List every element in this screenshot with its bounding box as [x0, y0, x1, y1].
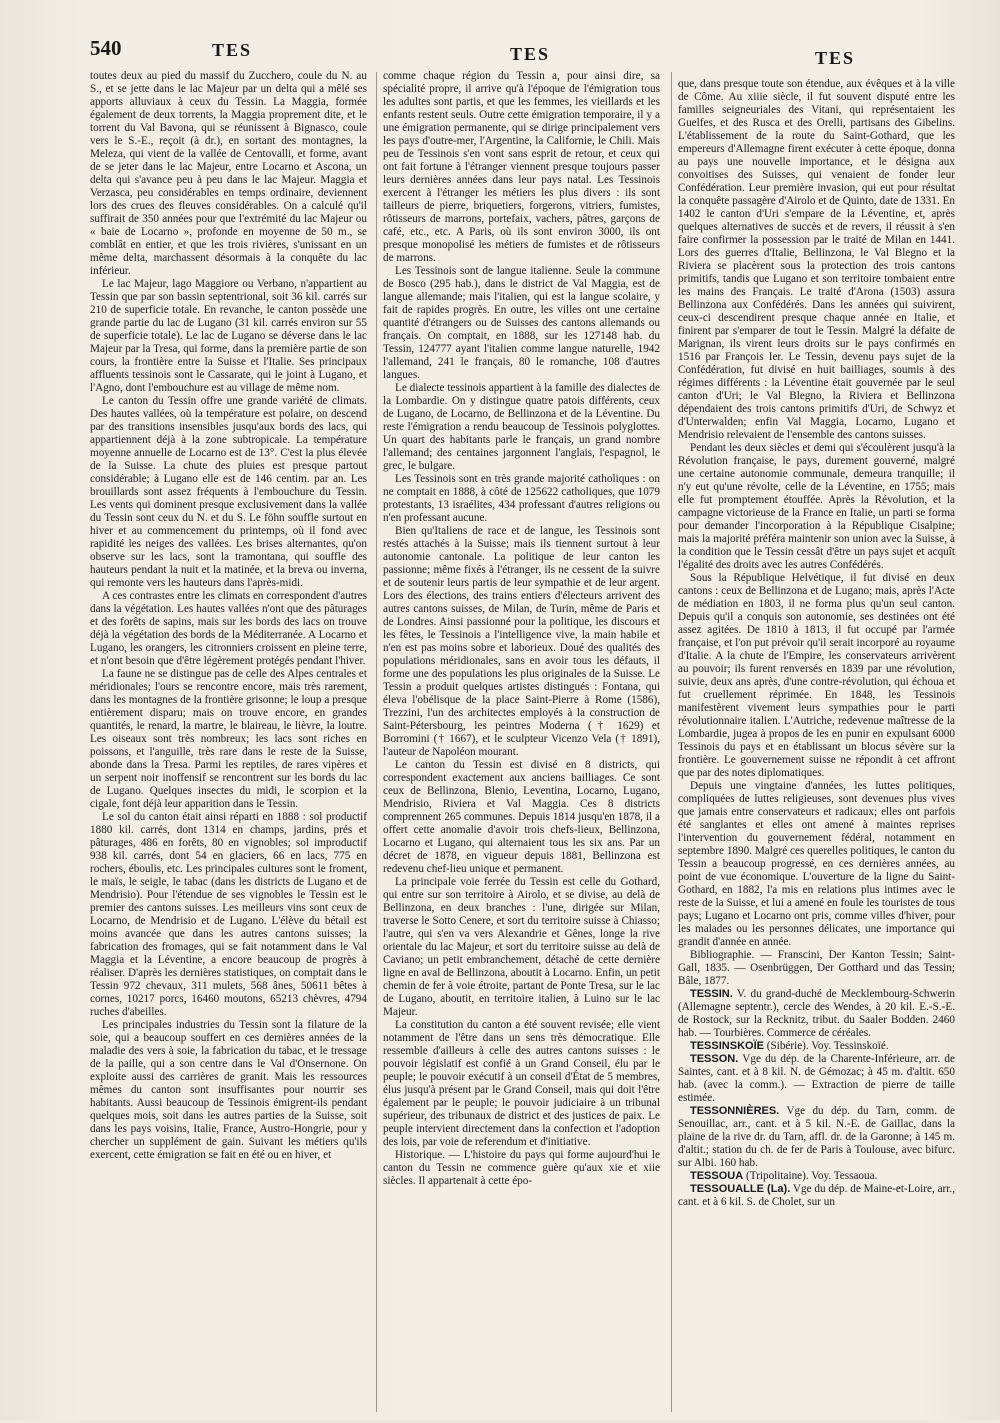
running-head-middle: TES [510, 44, 551, 64]
paragraph: Pendant les deux siècles et demi qui s'écoulèrent jusqu'à la Révolution française, le pays, durement gouverné, malgré une certaine autonomie communale, demeura tranquille; il n'y eut qu'une révolte, celle de la Léventine, en 1755; mais elle fut promptement étouffée. Après la Révolution, et la campagne victorieuse de la France en Italie, un parti se forma pour demander l'incorporation à la République Cisalpine; mais la majorité préféra maintenir son union avec la Suisse, à la condition que le Tessin cessât d'être un pays sujet et acquît l'égalité des droits avec les autres Confédérés. [678, 442, 955, 571]
dictionary-entry [678, 1183, 955, 1209]
entry-headword: TESSON. [690, 1053, 739, 1065]
column-divider [376, 72, 377, 1412]
paragraph: Le canton du Tessin est divisé en 8 districts, qui correspondent exactement aux anciens bailliages. Ce sont ceux de Bellinzona, Blenio, Leventina, Locarno, Lugano, Mendrisio, Riviera et Val Maggia. Ces 8 districts comprennent 265 communes. Depuis 1814 jusqu'en 1878, il a offert cette anomalie d'avoir trois chefs-lieux, Bellinzona, Locarno et Lugano, qui alternaient tous les six ans. Par un décret de 1878, en vigueur depuis 1881, Bellinzona est redevenu chef-lieu unique et permanent. [383, 759, 660, 875]
running-head-right: TES [815, 48, 856, 68]
text-column-3 [678, 78, 955, 1423]
entry-headword: TESSIN. [690, 988, 733, 1000]
paragraph: La principale voie ferrée du Tessin est celle du Gothard, qui entre sur son territoire à Airolo, et se divise, au delà de Bellinzona, en deux branches : l'une, dirigée sur Milan, traverse le Sotto Cenere, et sort du territoire suisse à Chiasso; l'autre, qui s'en va vers Alexandrie et Gênes, longe la rive orientale du lac Majeur, et sort du territoire suisse au delà de Caviano; un petit embranchement, détaché de cette dernière ligne en aval de Bellinzona, aboutit à Locarno. Enfin, un petit chemin de fer à voie étroite, partant de Ponte Tresa, sur le lac de Lugano, aboutit, en territoire italien, à Luino sur le lac Majeur. [383, 876, 660, 1018]
paragraph: Le lac Majeur, lago Maggiore ou Verbano, n'appartient au Tessin que par son bassin septentrional, soit 36 kil. carrés sur 210 de superficie totale. En revanche, le canton possède une grande partie du lac de Lugano (31 kil. carrés environ sur 55 de superficie totale). Le lac de Lugano se déverse dans le lac Majeur par la Tresa, qui forme, dans la première partie de son cours, la frontière entre la Suisse et l'Italie. Ses principaux affluents tessinois sont le Cassarate, qui le joint à Lugano, et l'Agno, dont l'embouchure est au village de même nom. [90, 278, 367, 394]
bibliography: Bibliographie. — Franscini, Der Kanton Tessin; Saint-Gall, 1835. — Osenbrüggen, Der Gotthard und das Tessin; Bâle, 1877. [678, 949, 955, 987]
paragraph: La faune ne se distingue pas de celle des Alpes centrales et méridionales; l'ours se rencontre encore, mais très rarement, dans les montagnes de la frontière grisonne; le loup a presque entièrement disparu; mais on trouve encore, en grandes quantités, le renard, la martre, le blaireau, le lièvre, la loutre. Les oiseaux sont très nombreux; les lacs sont riches en poissons, et l'anguille, très rare dans le reste de la Suisse, abonde dans la Tresa. Parmi les reptiles, de rares vipères et un serpent noir inoffensif se rencontrent sur les bords du lac de Lugano. Quelques insectes du midi, le scorpion et la cigale, font déjà leur apparition dans le Tessin. [90, 668, 367, 810]
paragraph: Le dialecte tessinois appartient à la famille des dialectes de la Lombardie. On y distingue quatre patois différents, ceux de Lugano, de Locarno, de Bellinzona et de la Léventine. Du reste l'émigration a rendu beaucoup de Tessinois polyglottes. Un quart des habitants parle le français, un grand nombre l'allemand; des centaines jargonnent l'anglais, l'espagnol, le grec, le bulgare. [383, 382, 660, 472]
dictionary-entry [678, 988, 955, 1040]
paragraph: que, dans presque toute son étendue, aux évêques et à la ville de Côme. Au xiiie siècle, il fut souvent disputé entre les familles seigneuriales des Vitani, qui représentaient les Guelfes, et des Rusca et des Orelli, partisans des Gibelins. L'établissement de la route du Saint-Gothard, que les empereurs d'Allemagne firent exécuter à cette époque, donna au pays une nouvelle importance, et le désigna aux convoitises des Suisses, qui venaient de fonder leur Confédération. Leur première invasion, qui eut pour résultat la conquête passagère d'Airolo et de Quinto, date de 1331. En 1402 le canton d'Uri s'empare de la Léventine, et, après quelques alternatives de succès et de revers, il réussit à s'en faire confirmer la possession par le traité de Milan en 1441. Lors des guerres d'Italie, Bellinzona, le Val Blegno et la Riviera se placèrent sous la protection des trois cantons primitifs, tandis que Lugano et son territoire tombaient entre les mains des Français. Le traité d'Arona (1503) assura Bellinzona aux Confédérés. Dans les années qui suivirent, ceux-ci descendirent presque chaque année en Italie, et finirent par s'emparer de tout le Tessin. Malgré la défaite de Marignan, ils virent leurs droits sur le pays confirmés en 1516 par François Ier. Le Tessin, devenu pays sujet de la Confédération, fut divisé en huit bailliages, soumis à des régimes différents : la Léventine était gouvernée par le seul canton d'Uri; le Val Blegno, la Riviera et Bellinzona dépendaient des trois cantons primitifs d'Uri, de Schwyz et d'Unterwalden; enfin Val Maggia, Locarno, Lugano et Mendrisio relevaient de l'ensemble des cantons suisses. [678, 78, 955, 441]
entry-definition: Vge du dép. de Maine-et-Loire, arr., cant. et à 6 kil. S. de Cholet, sur un [678, 1183, 955, 1208]
paragraph: Le sol du canton était ainsi réparti en 1888 : sol productif 1880 kil. carrés, dont 1314 en champs, jardins, prés et pâturages, 486 en forêts, 80 en vignobles; sol improductif 938 kil. carrés, dont 54 en glaciers, 66 en lacs, 775 en rochers, éboulis, etc. Les principales cultures sont le froment, le maïs, le seigle, le tabac (dans les districts de Lugano et de Mendrisio). Pour l'étendue de ses vignobles le Tessin est le premier des cantons suisses. Les meilleurs vins sont ceux de Locarno, de Mendrisio et de Lugano. L'élève du bétail est moins avancée que dans les autres cantons suisses; la fabrication des fromages, qui se fait notamment dans le Val Maggia et la Léventine, a encore beaucoup de progrès à réaliser. D'après les dernières statistiques, on comptait dans le Tessin 972 chevaux, 311 mulets, 568 ânes, 50611 bêtes à cornes, 10217 porcs, 16460 moutons, 65213 chèvres, 4794 ruches d'abeilles. [90, 811, 367, 1018]
paragraph: A ces contrastes entre les climats en correspondent d'autres dans la végétation. Les hautes vallées n'ont que des pâturages et des forêts de sapins, mais sur les bords des lacs on trouve déjà la végétation des bords de la Méditerranée. A Locarno et Lugano, les orangers, les citronniers croissent en pleine terre, et n'ont besoin que d'être légèrement protégés pendant l'hiver. [90, 590, 367, 667]
paragraph: Historique. — L'histoire du pays qui forme aujourd'hui le canton du Tessin ne commence guère qu'aux xie et xiie siècles. Il appartenait à cette épo- [383, 1149, 660, 1187]
paragraph: Les Tessinois sont en très grande majorité catholiques : on ne comptait en 1888, à côté de 125622 catholiques, que 1079 protestants, 13 israélites, 434 professant d'autres religions ou n'en professant aucune. [383, 473, 660, 524]
paragraph: Sous la République Helvétique, il fut divisé en deux cantons : ceux de Bellinzona et de Lugano; mais, après l'Acte de médiation en 1803, il ne forma plus qu'un seul canton. Depuis qu'il a conquis son autonomie, ses destinées ont été assez agitées. De 1810 à 1813, il fut occupé par l'armée française, et l'on put prévoir qu'il serait incorporé au royaume d'Italie. A la chute de l'Empire, les conservateurs arrivèrent au pouvoir; ils furent renversés en 1839 par une révolution, suivie, deux ans après, d'une contre-révolution, qui échoua et fut cruellement réprimée. En 1848, les Tessinois manifestèrent vivement leurs sympathies pour le parti révolutionnaire italien. L'Autriche, redevenue maîtresse de la Lombardie, jugea à propos de les en punir en expulsant 6000 Tessinois du pays et en établissant un blocus sévère sur la frontière. Le gouvernement suisse ne répondit à cet affront que par des notes diplomatiques. [678, 572, 955, 779]
column-divider [671, 72, 672, 1412]
entry-headword: TESSINSKOÏE [690, 1040, 764, 1052]
page-number: 540 [90, 36, 122, 60]
paragraph: Bien qu'Italiens de race et de langue, les Tessinois sont restés attachés à la Suisse; mais ils tiennent surtout à leur autonomie cantonale. La politique de leur canton les passionne; même fixés à l'étranger, ils ne cessent de la suivre et de soutenir leurs partis de leur sympathie et de leur argent. Lors des élections, des trains entiers d'électeurs arrivent des autres cantons suisses, de Milan, de Turin, même de Paris et de Londres. Ainsi passionné pour la politique, les discours et les fêtes, le Tessinois a l'intelligence vive, la main habile et n'en est pas moins sobre et laborieux. Doué des qualités des populations méridionales, sans en avoir tous les défauts, il forme une des populations les plus originales de la Suisse. Le Tessin a produit quelques artistes distingués : Fontana, qui éleva l'obélisque de la place Saint-Pierre à Rome (1586), Trezzini, l'un des architectes employés à la construction de Saint-Pétersbourg, les peintres Moderna († 1629) et Borromini († 1667), et le sculpteur Vicenzo Vela († 1891), l'auteur de Napoléon mourant. [383, 525, 660, 758]
entry-headword: TESSOUA [690, 1170, 744, 1182]
entry-definition: (Tripolitaine). Voy. Tessaoua. [745, 1170, 878, 1182]
dictionary-entry [678, 1040, 955, 1053]
dictionary-entry [678, 1105, 955, 1170]
paragraph: Les principales industries du Tessin sont la filature de la soie, qui a beaucoup souffert en ces dernières années de la maladie des vers à soie, la fabrication du tabac, et le tressage de la paille, qui a son centre dans le Val d'Onsernone. On exploite aussi des carrières de granit. Mais les ressources mêmes du canton sont insuffisantes pour nourrir ses habitants. Aussi beaucoup de Tessinois émigrent-ils pendant quelques mois, soit dans les autres parties de la Suisse, soit dans les pays voisins, Italie, France, Austro-Hongrie, pour y chercher un supplément de gain. Suivant les métiers qu'ils exercent, cette émigration se fait en été ou en hiver, et [90, 1019, 367, 1161]
dictionary-entry [678, 1053, 955, 1105]
paragraph: Les Tessinois sont de langue italienne. Seule la commune de Bosco (295 hab.), dans le district de Val Maggia, est de langue allemande; mais l'italien, qui est la langue scolaire, y fait de rapides progrès. En outre, les villes ont une certaine quantité d'étrangers ou de Suisses des cantons allemands ou français. On comptait, en 1888, sur les 127148 hab. du Tessin, 124777 ayant l'italien comme langue naturelle, 1942 l'allemand, 241 le français, 80 le romanche, 108 d'autres langues. [383, 265, 660, 381]
entry-definition: V. du grand-duché de Mecklembourg-Schwerin (Allemagne septentr.), cercle des Wendes, à 20 kil. E.-S.-E. de Rostock, sur la Recknitz, tribut. du Saaler Bodden. 2460 hab. — Tourbières. Commerce de céréales. [678, 988, 955, 1039]
entry-headword: TESSOUALLE (La). [690, 1183, 791, 1195]
running-head-left: TES [212, 40, 253, 60]
entry-headword: TESSONNIÈRES. [690, 1105, 780, 1117]
entry-definition: Vge du dép. du Tarn, comm. de Senouillac, arr., cant. et à 5 kil. N.-E. de Gaillac, dans la plaine de la rive dr. du Tarn, affl. dr. de la Garonne; à 145 m. d'altit.; station du ch. de fer de Paris à Toulouse, avec bifurc. sur Albi. 160 hab. [678, 1105, 955, 1169]
paragraph: La constitution du canton a été souvent revisée; elle vient notamment de l'être dans un sens très démocratique. Elle ressemble d'ailleurs à celle des autres cantons suisses : le pouvoir législatif est confié à un Grand Conseil, élu par le peuple; le pouvoir exécutif à un conseil d'État de 5 membres, élus jusqu'à présent par le Grand Conseil, mais qui doit l'être également par le peuple; le pouvoir judiciaire à un tribunal supérieur, des tribunaux de district et des justices de paix. Le peuple intervient directement dans la confection et l'adoption des lois, par voie de referendum et d'initiative. [383, 1019, 660, 1148]
paragraph: toutes deux au pied du massif du Zucchero, coule du N. au S., et se jette dans le lac Majeur par un delta qui a mêlé ses apports alluviaux à ceux du Tessin. La Maggia, formée également de deux torrents, la Maggia proprement dite, et le torrent du Val Bavona, qui se réunissent à Bignasco, coule vers le S.-E., reçoit (à dr.), en sortant des montagnes, la Meleza, qui vient de la vallée de Centovalli, et forme, avant de se jeter dans le lac Majeur, entre Locarno et Ascona, un delta qui s'avance peu à peu dans le lac Majeur. Maggia et Verzasca, peu considérables en temps ordinaire, deviennent lors des crues des fleuves considérables. On a calculé qu'il suffirait de 350 années pour que l'extrémité du lac Majeur ou « baie de Locarno », profonde en moyenne de 50 m., se comblât en entier, et que les trois rivières, s'unissant en un même delta, marchassent désormais à la conquête du lac inférieur. [90, 70, 367, 277]
entry-definition: (Sibérie). Voy. Tessinskoïé. [766, 1040, 889, 1052]
text-column-2 [383, 70, 660, 1415]
paragraph: Le canton du Tessin offre une grande variété de climats. Des hautes vallées, où la température est polaire, on descend par des transitions insensibles jusqu'aux bords des lacs, qui appartiennent déjà à la zone subtropicale. La température moyenne annuelle de Locarno est de 13°. C'est la plus élevée de la Suisse. La chute des pluies est presque partout considérable; à Lugano elle est de 146 centim. par an. Les brouillards sont assez fréquents à l'embouchure du Tessin. Les vents qui dominent presque exclusivement dans la vallée du Tessin sont ceux du N. et du S. Le föhn souffle surtout en hiver et au commencement du printemps, où il fond avec rapidité les neiges des vallées. Les brises alternantes, qu'on observe sur les lacs, sont la tramontana, qui souffle des hauteurs pendant la nuit et la matinée, et la breva ou inverna, qui remonte vers les hauteurs dans l'après-midi. [90, 395, 367, 589]
dictionary-entry [678, 1170, 955, 1183]
text-column-1 [90, 70, 367, 1415]
entry-definition: Vge du dép. de la Charente-Inférieure, arr. de Saintes, cant. et à 8 kil. N. de Gémozac; à 45 m. d'altit. 650 hab. (avec la comm.). — Extraction de pierre de taille estimée. [678, 1053, 955, 1104]
paragraph: Depuis une vingtaine d'années, les luttes politiques, compliquées de luttes religieuses, sont devenues plus vives que jamais entre conservateurs et radicaux; elles ont parfois été sanglantes et elles ont amené à maintes reprises l'intervention du gouvernement fédéral, notamment en septembre 1890. Malgré ces querelles politiques, le canton du Tessin a beaucoup progressé, en ces dernières années, au point de vue économique. L'ouverture de la ligne du Saint-Gothard, en 1882, l'a mis en relations plus intimes avec le reste de la Suisse, et lui a amené en foule les touristes de tous pays; Lugano et Locarno ont pris, comme villes d'hiver, pour les malades ou les personnes délicates, une importance qui grandit d'année en année. [678, 780, 955, 948]
paragraph: comme chaque région du Tessin a, pour ainsi dire, sa spécialité propre, il arrive qu'à l'époque de l'émigration tous les adultes sont partis, et que les femmes, les vieillards et les enfants restent seuls. Outre cette émigration temporaire, il y a une émigration permanente, qui se dirige principalement vers les pays d'outre-mer, l'Argentine, la Californie, le Chili. Mais peu de Tessinois s'en vont sans esprit de retour, et ceux qui ont fait fortune à l'étranger viennent presque toujours passer leurs dernières années dans leur pays natal. Les Tessinois exercent à l'étranger les métiers les plus divers : ils sont tailleurs de pierre, briquetiers, forgerons, vitriers, fumistes, rôtisseurs de marrons, portefaix, vachers, pâtres, garçons de café, etc., etc. A Paris, où ils sont environ 3000, ils ont presque monopolisé les métiers de fumistes et de rôtisseurs de marrons. [383, 70, 660, 264]
page-header [0, 34, 1000, 70]
